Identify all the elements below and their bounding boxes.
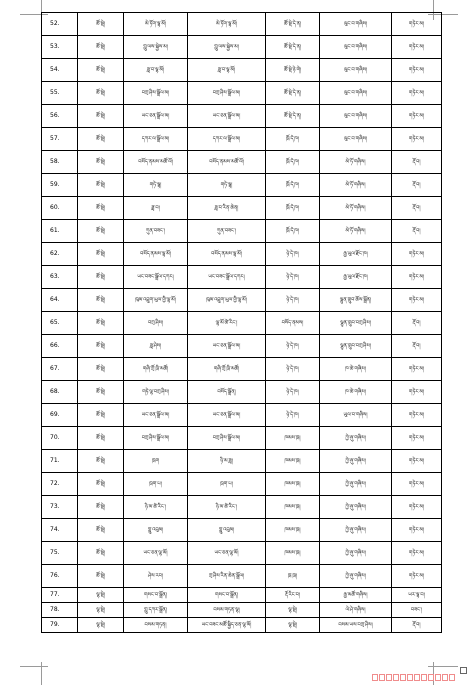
table-cell-col-2: ཟླ་ཤེས། bbox=[124, 335, 188, 358]
table-row bbox=[42, 450, 442, 473]
table-cell-col-5: ཀྱེ་ཞུ་གཞིས། bbox=[320, 519, 392, 542]
table-cell-col-2: ཁྲག bbox=[124, 450, 188, 473]
table-cell-col-6: གཏེར་མ། bbox=[392, 36, 442, 59]
table-cell-col-1: ཚོ་སྡེ། bbox=[78, 473, 124, 496]
table-cell-row-number: 57. bbox=[42, 128, 78, 151]
mark-box bbox=[449, 674, 455, 681]
table-cell-col-2: ཟླ་བ། bbox=[124, 197, 188, 220]
table-cell-col-2: ཉི་མ་ཚེ་རིང་། bbox=[124, 496, 188, 519]
table-cell-col-5: རྒྱ་མཚོ་གཞིས། bbox=[320, 588, 392, 603]
table-cell-col-4: ཉེ་དེ་ཁ། bbox=[266, 335, 320, 358]
table-cell-col-2: ཡང་བཟང་སྒྲོལ་དཀར། bbox=[124, 266, 188, 289]
table-cell-col-2: ཡང་ཅན་ལྷ་མོ། bbox=[124, 542, 188, 565]
table-cell-col-6: རྡོ་བ། bbox=[392, 220, 442, 243]
table-cell-col-5: ཀྱེ་ཞུ་གཞིས། bbox=[320, 565, 392, 588]
table-cell-col-6: གཏེར་མ། bbox=[392, 381, 442, 404]
table-cell-row-number: 56. bbox=[42, 105, 78, 128]
table-cell-col-3: བསོད་ནམས་ལྷ་མོ། bbox=[188, 243, 266, 266]
table-cell-row-number: 76. bbox=[42, 565, 78, 588]
table-row bbox=[42, 358, 442, 381]
table-cell-row-number: 74. bbox=[42, 519, 78, 542]
table-row bbox=[42, 266, 442, 289]
table-cell-col-4: ཁྲོ་དེ་ཁ། bbox=[266, 128, 320, 151]
table-cell-col-2: ཀླུ་ལས་སྐྱེས་མ། bbox=[124, 36, 188, 59]
table-cell-col-2: ཤེས་རབ། bbox=[124, 565, 188, 588]
table-cell-col-3: བསམ་གཏན་ལྷ། bbox=[188, 603, 266, 618]
table-cell-col-3: བཀྲ་ཤིས་སྒྲོལ་མ། bbox=[188, 427, 266, 450]
table-cell-col-4: ཚོ་སྡེ་དེ་ན། bbox=[266, 105, 320, 128]
roster-table-body bbox=[42, 13, 442, 633]
table-cell-row-number: 59. bbox=[42, 174, 78, 197]
table-cell-col-1: ཚོ་སྡེ། bbox=[78, 220, 124, 243]
table-cell-col-5: ལུང་བ་གཞིས། bbox=[320, 13, 392, 36]
table-cell-col-1: ཚོ་སྡེ། bbox=[78, 197, 124, 220]
table-cell-col-6: རྡོ་བ། bbox=[392, 197, 442, 220]
table-cell-col-5: ཁ་ཆེ་གཞིས། bbox=[320, 381, 392, 404]
table-row bbox=[42, 174, 442, 197]
table-cell-col-4: ཁམས་ཁྲ། bbox=[266, 519, 320, 542]
table-cell-col-2: བཀྲ་ཤིས་སྒྲོལ་མ། bbox=[124, 82, 188, 105]
table-cell-col-6: གཏེར་མ། bbox=[392, 82, 442, 105]
table-row bbox=[42, 565, 442, 588]
table-cell-row-number: 65. bbox=[42, 312, 78, 335]
table-cell-col-2: ཡང་ཅན་སྒྲོལ་མ། bbox=[124, 404, 188, 427]
table-cell-col-6: གཏེར་མ། bbox=[392, 427, 442, 450]
table-cell-col-5: ལྷུན་གྲུབ་བཀྲ་ཤིས། bbox=[320, 312, 392, 335]
table-cell-col-4: ཉེ་དེ་ཁ། bbox=[266, 381, 320, 404]
table-cell-col-4: བསོད་ནམས། bbox=[266, 312, 320, 335]
table-row bbox=[42, 82, 442, 105]
table-cell-col-3: མེ་ཏོག་ལྷ་མོ། bbox=[188, 13, 266, 36]
table-cell-col-4: ཉེ་དེ་ཁ། bbox=[266, 358, 320, 381]
table-row bbox=[42, 59, 442, 82]
table-row bbox=[42, 427, 442, 450]
table-cell-col-5: ལྷུན་གྲུབ་ཆོས་སྒྲོན། bbox=[320, 289, 392, 312]
table-cell-col-4: ཁམས་ཁྲ། bbox=[266, 473, 320, 496]
table-cell-col-1: ཚོ་སྡེ། bbox=[78, 243, 124, 266]
table-cell-row-number: 53. bbox=[42, 36, 78, 59]
mark-box bbox=[407, 674, 413, 681]
table-cell-col-2: གཏེ་ལྷ་བཀྲ་ཤིས། bbox=[124, 381, 188, 404]
table-row bbox=[42, 105, 442, 128]
table-cell-col-1: ཚོ་སྡེ། bbox=[78, 427, 124, 450]
table-row bbox=[42, 151, 442, 174]
table-cell-col-5: བསམ་ཡས་བཀྲ་ཤིས། bbox=[320, 618, 392, 633]
table-cell-col-6: རྡོ་བ། bbox=[392, 174, 442, 197]
table-cell-col-3: ཉི་མ་ཟླ། bbox=[188, 450, 266, 473]
table-cell-col-2: བསོད་ནམས་ལྷ་མོ། bbox=[124, 243, 188, 266]
table-cell-col-4: ཚོ་སྡེ་དེ་ན། bbox=[266, 13, 320, 36]
table-cell-col-2: བཀྲ་ཤིས། bbox=[124, 312, 188, 335]
table-cell-col-5: མེ་ཏོ་གཞིས། bbox=[320, 151, 392, 174]
table-cell-row-number: 62. bbox=[42, 243, 78, 266]
table-row bbox=[42, 542, 442, 565]
table-cell-col-3: དཀར་ལ་སྒྲོལ་མ། bbox=[188, 128, 266, 151]
table-cell-col-2: ཀུན་བཟང་། bbox=[124, 220, 188, 243]
table-cell-col-3: གསང་བ་སྒྲོན། bbox=[188, 588, 266, 603]
table-cell-col-5: རྒྱ་ཡུལ་རྫོང་ཁ། bbox=[320, 243, 392, 266]
table-cell-row-number: 79. bbox=[42, 618, 78, 633]
table-cell-col-1: ཚོ་སྡེ། bbox=[78, 59, 124, 82]
table-cell-row-number: 71. bbox=[42, 450, 78, 473]
crop-mark-bottom-left-horizontal bbox=[20, 666, 48, 667]
table-cell-col-4: ཚོ་སྡེ་དེ་ན། bbox=[266, 82, 320, 105]
table-cell-col-2: མེ་ཏོག་ལྷ་མོ། bbox=[124, 13, 188, 36]
resize-handle[interactable] bbox=[460, 667, 467, 674]
table-cell-col-4: རྡོ་རིང་བ། bbox=[266, 588, 320, 603]
table-cell-col-1: ཚོ་སྡེ། bbox=[78, 381, 124, 404]
table-cell-col-3: ཟླ་བ་ལྷ་མོ། bbox=[188, 59, 266, 82]
table-cell-col-4: ཚོ་སྡེ་ཉེ་གེ། bbox=[266, 59, 320, 82]
table-cell-col-5: ལུང་བ་གཞིས། bbox=[320, 128, 392, 151]
table-cell-col-5: ཀྱེ་ཞུ་གཞིས། bbox=[320, 542, 392, 565]
table-cell-col-5: ཀྱེ་ཞུ་གཞིས། bbox=[320, 450, 392, 473]
table-cell-col-4: ལྷ་སྡེ། bbox=[266, 618, 320, 633]
table-cell-row-number: 55. bbox=[42, 82, 78, 105]
table-cell-col-1: ཚོ་སྡེ། bbox=[78, 450, 124, 473]
mark-box bbox=[428, 674, 434, 681]
table-cell-col-1: ལྷ་སྡེ། bbox=[78, 603, 124, 618]
table-row bbox=[42, 128, 442, 151]
mark-box bbox=[400, 674, 406, 681]
table-cell-col-6: གཏེར་མ། bbox=[392, 358, 442, 381]
table-cell-col-3: ཀླུ་ལས་སྐྱེས་མ། bbox=[188, 36, 266, 59]
table-cell-col-4: ཉེ་དེ་ཁ། bbox=[266, 289, 320, 312]
table-cell-col-3: ཁྲག་པ། bbox=[188, 473, 266, 496]
table-row bbox=[42, 603, 442, 618]
table-cell-col-4: ཚོ་སྡེ་དེ་ན། bbox=[266, 36, 320, 59]
table-cell-col-6: གཏེར་མ། bbox=[392, 59, 442, 82]
table-cell-col-5: ཀྱེ་ཞུ་གཞིས། bbox=[320, 496, 392, 519]
table-cell-col-5: ཁ་ཆེ་གཞིས། bbox=[320, 358, 392, 381]
table-cell-col-3: ཀུན་བཟང་། bbox=[188, 220, 266, 243]
table-cell-row-number: 54. bbox=[42, 59, 78, 82]
table-row bbox=[42, 13, 442, 36]
table-cell-col-6: རྡོ་བ། bbox=[392, 618, 442, 633]
table-cell-col-5: ཡུལ་བ་གཞིས། bbox=[320, 404, 392, 427]
table-cell-col-6: གཏེར་མ། bbox=[392, 496, 442, 519]
table-cell-col-5: མེ་ཏོ་གཞིས། bbox=[320, 174, 392, 197]
table-row bbox=[42, 588, 442, 603]
table-cell-row-number: 58. bbox=[42, 151, 78, 174]
table-cell-col-3: ཡང་བཟང་མཚོ་སྐྱིད་ཅན་ལྷ་མོ། bbox=[188, 618, 266, 633]
table-cell-col-4: ཁམས་ཁྲ། bbox=[266, 542, 320, 565]
table-cell-col-6: གཏེར་མ། bbox=[392, 266, 442, 289]
table-cell-col-1: ཚོ་སྡེ། bbox=[78, 151, 124, 174]
table-cell-col-3: བཀྲ་ཤིས་སྒྲོལ་མ། bbox=[188, 82, 266, 105]
table-cell-row-number: 60. bbox=[42, 197, 78, 220]
table-cell-row-number: 66. bbox=[42, 335, 78, 358]
table-cell-col-2: གསང་བ་སྒྲོན། bbox=[124, 588, 188, 603]
mark-box bbox=[414, 674, 420, 681]
table-cell-col-6: རྡོ་བ། bbox=[392, 151, 442, 174]
table-row bbox=[42, 312, 442, 335]
table-row bbox=[42, 519, 442, 542]
table-cell-col-6: བཟང་། bbox=[392, 603, 442, 618]
table-cell-col-1: ཚོ་སྡེ། bbox=[78, 519, 124, 542]
table-cell-col-6: གཏེར་མ། bbox=[392, 105, 442, 128]
table-cell-col-4: ཁྲ་ཁྲ། bbox=[266, 565, 320, 588]
table-cell-col-5: ལུང་བ་གཞིས། bbox=[320, 36, 392, 59]
table-cell-col-6: གཏེར་མ། bbox=[392, 289, 442, 312]
table-cell-col-1: ལྷ་སྡེ། bbox=[78, 588, 124, 603]
table-cell-col-4: ཉེ་དེ་ཁ། bbox=[266, 266, 320, 289]
table-cell-col-3: གཏེ་ལྷ། bbox=[188, 174, 266, 197]
table-row bbox=[42, 381, 442, 404]
table-cell-row-number: 69. bbox=[42, 404, 78, 427]
table-row bbox=[42, 197, 442, 220]
table-cell-col-6: ཡར་ལྷ་བ། bbox=[392, 588, 442, 603]
table-cell-col-3: ཀྲ་ཤིས་རིན་ཆེན་སྒྲོལ། bbox=[188, 565, 266, 588]
table-cell-col-3: ལྷ་མོ་ཚེ་རིང་། bbox=[188, 312, 266, 335]
table-cell-col-4: ཁམས་ཁྲ། bbox=[266, 450, 320, 473]
table-cell-row-number: 78. bbox=[42, 603, 78, 618]
table-cell-col-5: ལེ་ཤེ་གཞིས། bbox=[320, 603, 392, 618]
table-cell-col-2: དཀར་ལ་སྒྲོལ་མ། bbox=[124, 128, 188, 151]
table-cell-col-4: ཁྲོ་དེ་ཁ། bbox=[266, 151, 320, 174]
table-cell-col-1: ཚོ་སྡེ། bbox=[78, 174, 124, 197]
mark-box bbox=[379, 674, 385, 681]
table-row bbox=[42, 618, 442, 633]
table-cell-col-2: ཀླུ་དཀར་སྒྲོན། bbox=[124, 603, 188, 618]
table-cell-col-4: ལྷ་སྡེ། bbox=[266, 603, 320, 618]
table-cell-col-4: ཉེ་དེ་ཁ། bbox=[266, 404, 320, 427]
table-cell-col-1: ཚོ་སྡེ། bbox=[78, 13, 124, 36]
table-cell-col-3: ཁུམ་འབྲུག་ཡུལ་གྱི་ལྷ་མོ། bbox=[188, 289, 266, 312]
table-cell-col-6: གཏེར་མ། bbox=[392, 128, 442, 151]
table-cell-col-3: ཡང་ཅན་སྒྲོལ་མ། bbox=[188, 404, 266, 427]
table-cell-row-number: 52. bbox=[42, 13, 78, 36]
table-cell-col-5: ལུང་བ་གཞིས། bbox=[320, 105, 392, 128]
table-cell-col-6: གཏེར་མ། bbox=[392, 404, 442, 427]
mark-box bbox=[421, 674, 427, 681]
table-cell-col-3: གཞི་ཀྲོ་ཁྲི་མཚོ། bbox=[188, 358, 266, 381]
table-cell-col-3: ཉི་མ་ཚེ་རིང་། bbox=[188, 496, 266, 519]
table-cell-col-6: རྡོ་བ། bbox=[392, 312, 442, 335]
table-cell-col-1: ཚོ་སྡེ། bbox=[78, 266, 124, 289]
table-cell-col-5: རྒྱ་ཡུལ་རྫོང་ཁ། bbox=[320, 266, 392, 289]
table-cell-row-number: 75. bbox=[42, 542, 78, 565]
table-cell-row-number: 64. bbox=[42, 289, 78, 312]
table-cell-col-2: ཀླུ་འབུམ། bbox=[124, 519, 188, 542]
table-row bbox=[42, 36, 442, 59]
table-cell-row-number: 73. bbox=[42, 496, 78, 519]
table-cell-col-1: ཚོ་སྡེ། bbox=[78, 404, 124, 427]
table-cell-col-4: ཁྲོ་དེ་ཁ། bbox=[266, 174, 320, 197]
table-cell-col-1: ཚོ་སྡེ། bbox=[78, 289, 124, 312]
table-cell-col-2: བསམ་གཏན། bbox=[124, 618, 188, 633]
table-row bbox=[42, 243, 442, 266]
table-cell-col-5: ལྷུན་གྲུབ་བཀྲ་ཤིས། bbox=[320, 335, 392, 358]
table-cell-col-5: ཀྱེ་ཞུ་གཞིས། bbox=[320, 427, 392, 450]
table-cell-col-1: ཚོ་སྡེ། bbox=[78, 105, 124, 128]
table-row bbox=[42, 220, 442, 243]
table-cell-col-5: ལུང་བ་གཞིས། bbox=[320, 82, 392, 105]
table-row bbox=[42, 289, 442, 312]
table-cell-row-number: 70. bbox=[42, 427, 78, 450]
table-cell-row-number: 72. bbox=[42, 473, 78, 496]
spellcheck-marks bbox=[372, 674, 458, 682]
table-cell-col-1: ཚོ་སྡེ། bbox=[78, 565, 124, 588]
table-cell-row-number: 68. bbox=[42, 381, 78, 404]
table-cell-col-1: ཚོ་སྡེ། bbox=[78, 128, 124, 151]
table-cell-col-1: ཚོ་སྡེ། bbox=[78, 496, 124, 519]
table-cell-row-number: 67. bbox=[42, 358, 78, 381]
table-cell-col-4: ཁྲོ་དེ་ཁ། bbox=[266, 197, 320, 220]
table-cell-col-3: བསོད་ནམས་མཚོ་ལོ། bbox=[188, 151, 266, 174]
table-cell-col-3: ཡང་བཟང་སྒྲོལ་དཀར། bbox=[188, 266, 266, 289]
table-cell-col-4: ཉེ་དེ་ཁ། bbox=[266, 243, 320, 266]
table-cell-col-4: ཁམས་ཁྲ། bbox=[266, 427, 320, 450]
crop-mark-bottom-left-vertical bbox=[41, 662, 42, 685]
table-cell-col-6: གཏེར་མ། bbox=[392, 542, 442, 565]
table-cell-col-5: ལུང་བ་གཞིས། bbox=[320, 59, 392, 82]
table-cell-col-1: ཚོ་སྡེ། bbox=[78, 82, 124, 105]
table-cell-col-5: ཀྱེ་ཞུ་གཞིས། bbox=[320, 473, 392, 496]
table-cell-col-3: ཟླ་བ་རིན་ཆེན། bbox=[188, 197, 266, 220]
table-cell-col-4: ཁམས་ཁྲ། bbox=[266, 496, 320, 519]
table-row bbox=[42, 496, 442, 519]
table-cell-row-number: 77. bbox=[42, 588, 78, 603]
table-cell-col-6: གཏེར་མ། bbox=[392, 565, 442, 588]
table-cell-col-3: ཡང་ཅན་ལྷ་མོ། bbox=[188, 542, 266, 565]
table-cell-col-2: བཀྲ་ཤིས་སྒྲོལ་མ། bbox=[124, 427, 188, 450]
table-cell-col-2: བསོད་ནམས་མཚོ་ལོ། bbox=[124, 151, 188, 174]
table-cell-col-6: གཏེར་མ། bbox=[392, 450, 442, 473]
table-cell-col-6: གཏེར་མ། bbox=[392, 473, 442, 496]
table-cell-col-2: ཟླ་བ་ལྷ་མོ། bbox=[124, 59, 188, 82]
table-row bbox=[42, 404, 442, 427]
table-cell-col-5: མེ་ཏོ་གཞིས། bbox=[320, 197, 392, 220]
table-cell-col-6: གཏེར་མ། bbox=[392, 243, 442, 266]
table-cell-col-2: གཏེ་ལྷ། bbox=[124, 174, 188, 197]
table-cell-col-4: ཁྲོ་དེ་ཁ། bbox=[266, 220, 320, 243]
table-cell-col-1: ཚོ་སྡེ། bbox=[78, 542, 124, 565]
table-cell-col-1: ཚོ་སྡེ། bbox=[78, 358, 124, 381]
table-cell-col-6: གཏེར་མ། bbox=[392, 519, 442, 542]
table-cell-col-6: རྡོ་བ། bbox=[392, 335, 442, 358]
table-cell-col-1: ཚོ་སྡེ། bbox=[78, 335, 124, 358]
table-cell-col-2: ཁུམ་འབྲུག་ཡུལ་གྱི་ལྷ་མོ། bbox=[124, 289, 188, 312]
roster-table bbox=[41, 12, 442, 633]
mark-box bbox=[372, 674, 378, 681]
table-cell-col-2: ཡང་ཅན་སྒྲོལ་མ། bbox=[124, 105, 188, 128]
table-cell-col-6: གཏེར་མ། bbox=[392, 13, 442, 36]
table-row bbox=[42, 473, 442, 496]
table-cell-col-2: གཞི་ཀྲོ་ཁྲི་མཚོ། bbox=[124, 358, 188, 381]
table-cell-row-number: 63. bbox=[42, 266, 78, 289]
table-row bbox=[42, 335, 442, 358]
mark-box bbox=[393, 674, 399, 681]
table-cell-col-1: ལྷ་སྡེ། bbox=[78, 618, 124, 633]
table-cell-col-3: ཡང་ཅན་སྒྲོལ་མ། bbox=[188, 335, 266, 358]
table-cell-col-2: ཁྲག་པ། bbox=[124, 473, 188, 496]
table-cell-col-3: ཡང་ཅན་སྒྲོལ་མ། bbox=[188, 105, 266, 128]
mark-box bbox=[442, 674, 448, 681]
table-cell-col-1: ཚོ་སྡེ། bbox=[78, 36, 124, 59]
table-cell-row-number: 61. bbox=[42, 220, 78, 243]
table-cell-col-5: མེ་ཏོ་གཞིས། bbox=[320, 220, 392, 243]
table-cell-col-3: བསོད་སྒྲོན། bbox=[188, 381, 266, 404]
mark-box bbox=[435, 674, 441, 681]
mark-box bbox=[386, 674, 392, 681]
table-cell-col-1: ཚོ་སྡེ། bbox=[78, 312, 124, 335]
table-cell-col-3: ཀླུ་འབུམ། bbox=[188, 519, 266, 542]
